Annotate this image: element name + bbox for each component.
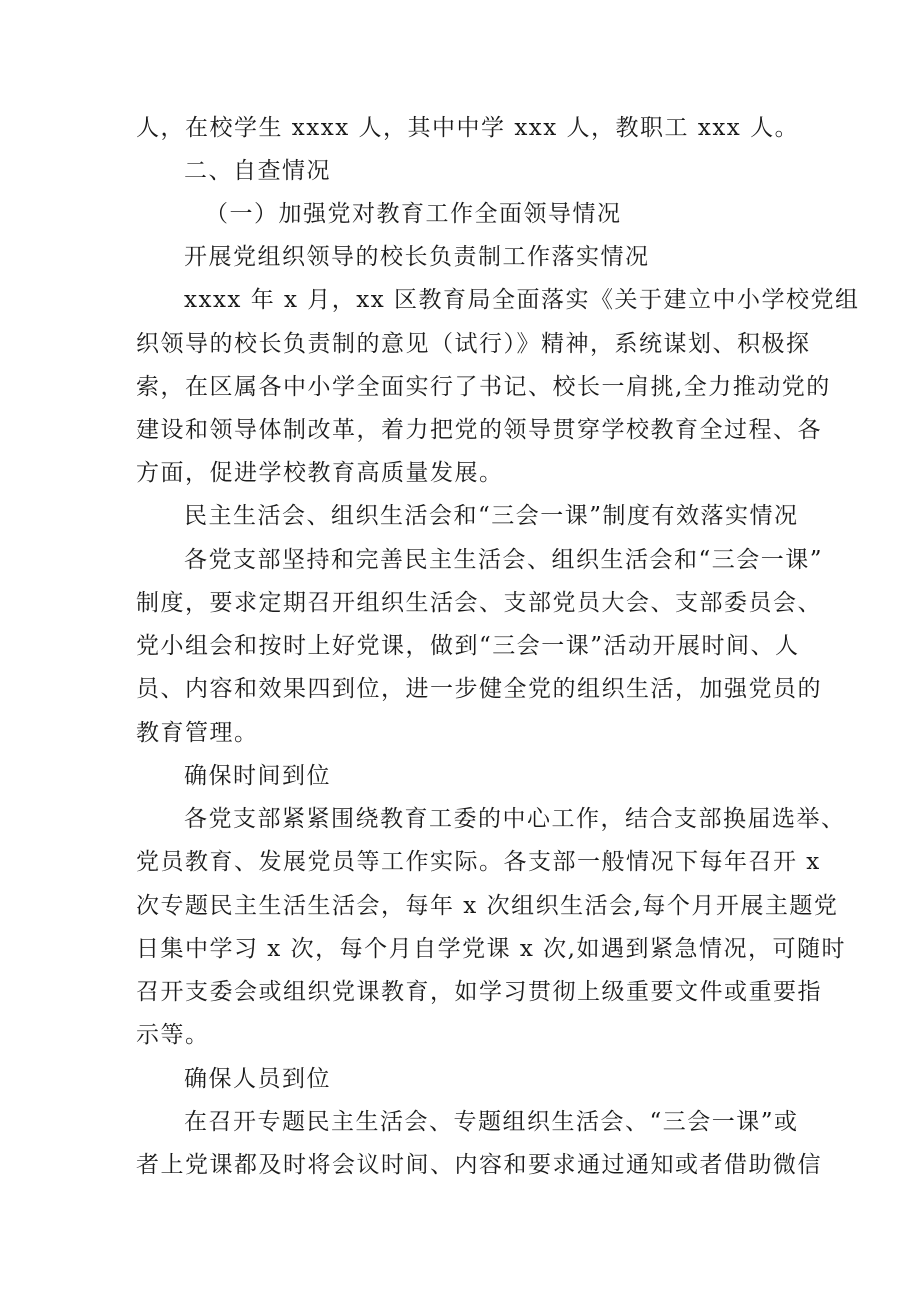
paragraph-line: 制度，要求定期召开组织生活会、支部党员大会、支部委员会、 xyxy=(136,590,822,616)
paragraph-line: 各党支部紧紧围绕教育工委的中心工作，结合支部换届选举、 xyxy=(184,806,846,832)
paragraph-line: 方面，促进学校教育高质量发展。 xyxy=(136,460,504,486)
item-heading: 确保人员到位 xyxy=(184,1066,331,1092)
paragraph-line: 各党支部坚持和完善民主生活会、组织生活会和“三会一课” xyxy=(184,547,824,573)
section-heading: 二、自查情况 xyxy=(184,158,331,184)
paragraph-line: 党员教育、发展党员等工作实际。各支部一般情况下每年召开 x xyxy=(136,849,821,875)
paragraph-line: 党小组会和按时上好党课，做到“三会一课”活动开展时间、人 xyxy=(136,633,800,659)
subsection-heading: （一）加强党对教育工作全面领导情况 xyxy=(205,201,622,227)
paragraph-line: 教育管理。 xyxy=(136,720,259,746)
paragraph-line: 者上党课都及时将会议时间、内容和要求通过通知或者借助微信 xyxy=(136,1152,822,1178)
paragraph-line: 日集中学习 x 次，每个月自学党课 x 次,如遇到紧急情况，可随时 xyxy=(136,936,846,962)
paragraph-line: 织领导的校长负责制的意见（试行）》精神，系统谋划、积极探 xyxy=(136,331,811,357)
paragraph-line: 索，在区属各中小学全面实行了书记、校长一肩挑,全力推动党的 xyxy=(136,374,831,400)
paragraph-line: 次专题民主生活生活会，每年 x 次组织生活会,每个月开展主题党 xyxy=(136,893,839,919)
paragraph-line: xxxx 年 x 月，xx 区教育局全面落实《关于建立中小学校党组 xyxy=(184,287,860,313)
paragraph-line: 员、内容和效果四到位，进一步健全党的组织生活，加强党员的 xyxy=(136,676,822,702)
paragraph-line: 在召开专题民主生活会、专题组织生活会、“三会一课”或 xyxy=(184,1109,799,1135)
item-heading: 确保时间到位 xyxy=(184,763,331,789)
paragraph-line: 人，在校学生 xxxx 人，其中中学 xxx 人，教职工 xxx 人。 xyxy=(136,115,800,141)
item-heading: 民主生活会、组织生活会和“三会一课”制度有效落实情况 xyxy=(184,503,799,529)
item-heading: 开展党组织领导的校长负责制工作落实情况 xyxy=(184,244,650,270)
paragraph-line: 召开支委会或组织党课教育，如学习贯彻上级重要文件或重要指 xyxy=(136,979,822,1005)
paragraph-line: 建设和领导体制改革，着力把党的领导贯穿学校教育全过程、各 xyxy=(136,417,822,443)
paragraph-line: 示等。 xyxy=(136,1022,210,1048)
